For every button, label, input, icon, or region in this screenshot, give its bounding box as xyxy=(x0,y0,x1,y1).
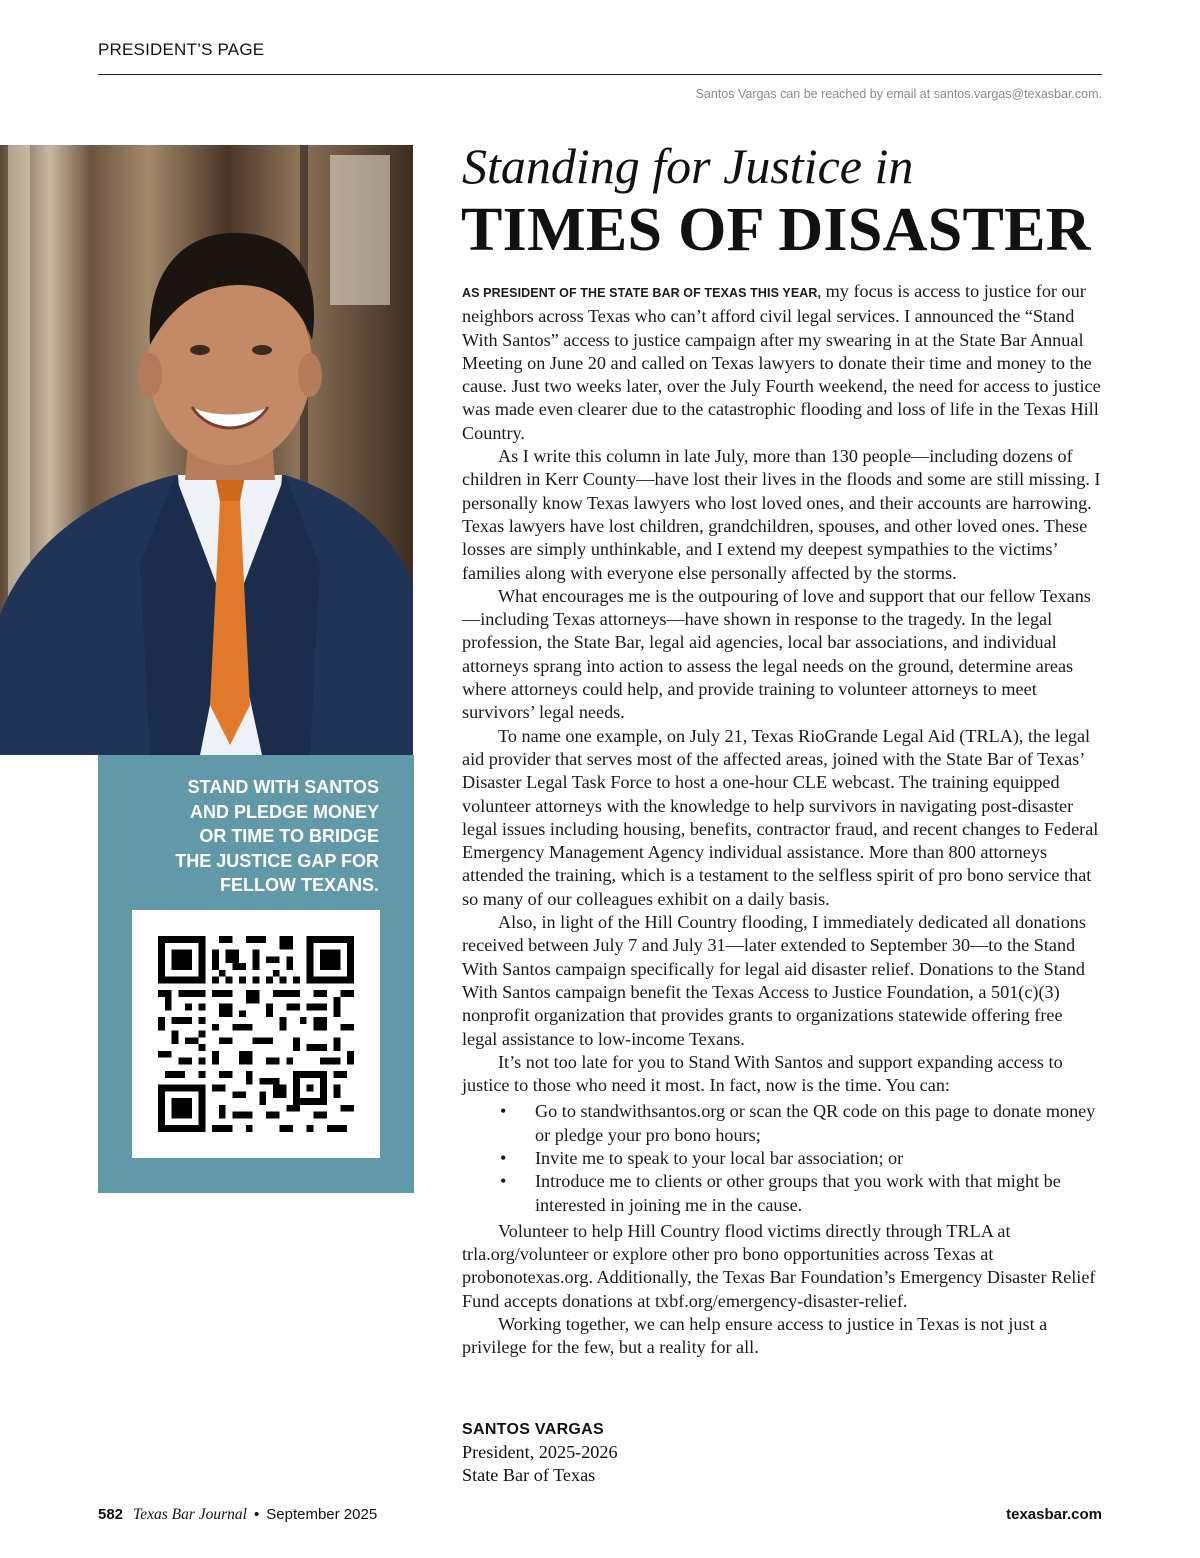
lead-in: AS PRESIDENT OF THE STATE BAR OF TEXAS THIS YEAR, xyxy=(462,286,822,300)
article-paragraph: To name one example, on July 21, Texas RioGrande Legal Aid (TRLA), the legal aid provider that serves most of the affected areas, joined with the State Bar of Texas’ Disaster Legal Task Force to host a one-hour CLE webcast. The training equipped volunteer attorneys with the knowledge to help survivors in navigating post-disaster legal issues including housing, benefits, contractor fraud, and recent changes to Federal Emergency Management Agency individual assistance. More than 800 attorneys attended the training, which is a testament to the selfless spirit of pro bono service that so many of our colleagues exhibit on a daily basis. xyxy=(462,725,1099,909)
article-paragraph: It’s not too late for you to Stand With Santos and support expanding access to justice to those who need it most. In fact, now is the time. You can: xyxy=(462,1051,1063,1096)
bullet-icon: • xyxy=(500,1101,507,1122)
header-rule xyxy=(98,74,1102,75)
article-paragraph: What encourages me is the outpouring of love and support that our fellow Texans—including Texas attorneys—have shown in response to the tragedy. In the legal profession, the State Bar, legal aid agencies, local bar associations, and individual attorneys sprang into action to assess the legal needs on the ground, determine areas where attorneys could help, and provide training to volunteer attorneys to meet survivors’ legal needs. xyxy=(462,585,1091,723)
signature-org: State Bar of Texas xyxy=(462,1465,596,1485)
qr-code-box[interactable] xyxy=(132,910,380,1158)
list-item: • Go to standwithsantos.org or scan the QR code on this page to donate money or pledge your pro bono hours; xyxy=(500,1101,1096,1145)
portrait-photo xyxy=(0,145,413,755)
article-paragraph: Working together, we can help ensure access to justice in Texas is not just a privilege for the few, but a reality for all. xyxy=(462,1314,1048,1358)
section-label: PRESIDENT’S PAGE xyxy=(98,40,265,59)
qr-code-icon[interactable] xyxy=(158,936,354,1132)
article-paragraph xyxy=(462,280,1102,445)
footer-website[interactable]: texasbar.com xyxy=(1006,1506,1102,1523)
article-paragraph: As I write this column in late July, more than 130 people—including dozens of children in Kerr County—have lost their lives in the floods and some are still missing. I personally know Texas lawyers who lost loved ones, and their accounts are harrowing. Texas lawyers have lost children, grandchildren, spouses, and other loved ones. These losses are simply unthinkable, and I extend my deepest sympathies to the victims’ families along with everyone else personally affected by the storms. xyxy=(462,446,1101,583)
headline-line-1: Standing for Justice in xyxy=(462,138,914,194)
footer-left xyxy=(98,1506,377,1524)
contact-note: Santos Vargas can be reached by email at santos.vargas@texasbar.com. xyxy=(695,87,1102,101)
list-item: • Introduce me to clients or other groups that you work with that might be interested in joining me in the cause. xyxy=(500,1171,1061,1215)
bullet-icon: • xyxy=(500,1147,507,1168)
callout-text: STAND WITH SANTOS AND PLEDGE MONEY OR TIME TO BRIDGE THE JUSTICE GAP FOR FELLOW TEXANS. xyxy=(175,777,379,895)
journal-name: Texas Bar Journal xyxy=(133,1506,247,1523)
signature-block xyxy=(462,1418,618,1487)
headline-line-2: TIMES OF DISASTER xyxy=(461,196,1091,264)
article-paragraph: Volunteer to help Hill Country flood victims directly through TRLA at trla.org/volunteer or explore other pro bono opportunities across Texas at probonotexas.org. Additionally, the Texas Bar Foundation’s Emergency Disaster Relief Fund accepts donations at txbf.org/emergency-disaster-relief. xyxy=(462,1220,1096,1311)
article-paragraph: Also, in light of the Hill Country flooding, I immediately dedicated all donations received between July 7 and July 31—later extended to September 30—to the Stand With Santos campaign specifically for legal aid disaster relief. Donations to the Stand With Santos campaign benefit the Texas Access to Justice Foundation, a 501(c)(3) nonprofit organization that provides grants to organizations statewide offering free legal assistance to low-income Texans. xyxy=(462,912,1086,1049)
list-item: • Invite me to speak to your local bar association; or xyxy=(462,1147,1102,1170)
issue-date: September 2025 xyxy=(266,1506,378,1523)
signature-title: President, 2025-2026 xyxy=(462,1442,618,1462)
page-number: 582 xyxy=(98,1506,124,1523)
callout-panel xyxy=(98,755,414,1193)
signature-name: SANTOS VARGAS xyxy=(462,1421,604,1438)
article-body xyxy=(462,280,1102,1360)
paragraph-text: my focus is access to justice for our neighbors across Texas who can’t afford civil legal services. I announced the “Stand With Santos” access to justice campaign after my swearing in at the State Bar Annual Meeting on June 20 and called on Texas lawyers to donate their time and money to the cause. Just two weeks later, over the July Fourth weekend, the need for access to justice was made even clearer due to the catastrophic flooding and loss of life in the Texas Hill Country. xyxy=(462,281,1101,443)
bullet-icon: • xyxy=(500,1171,507,1192)
separator-dot: • xyxy=(254,1506,260,1523)
action-list xyxy=(462,1100,1102,1216)
